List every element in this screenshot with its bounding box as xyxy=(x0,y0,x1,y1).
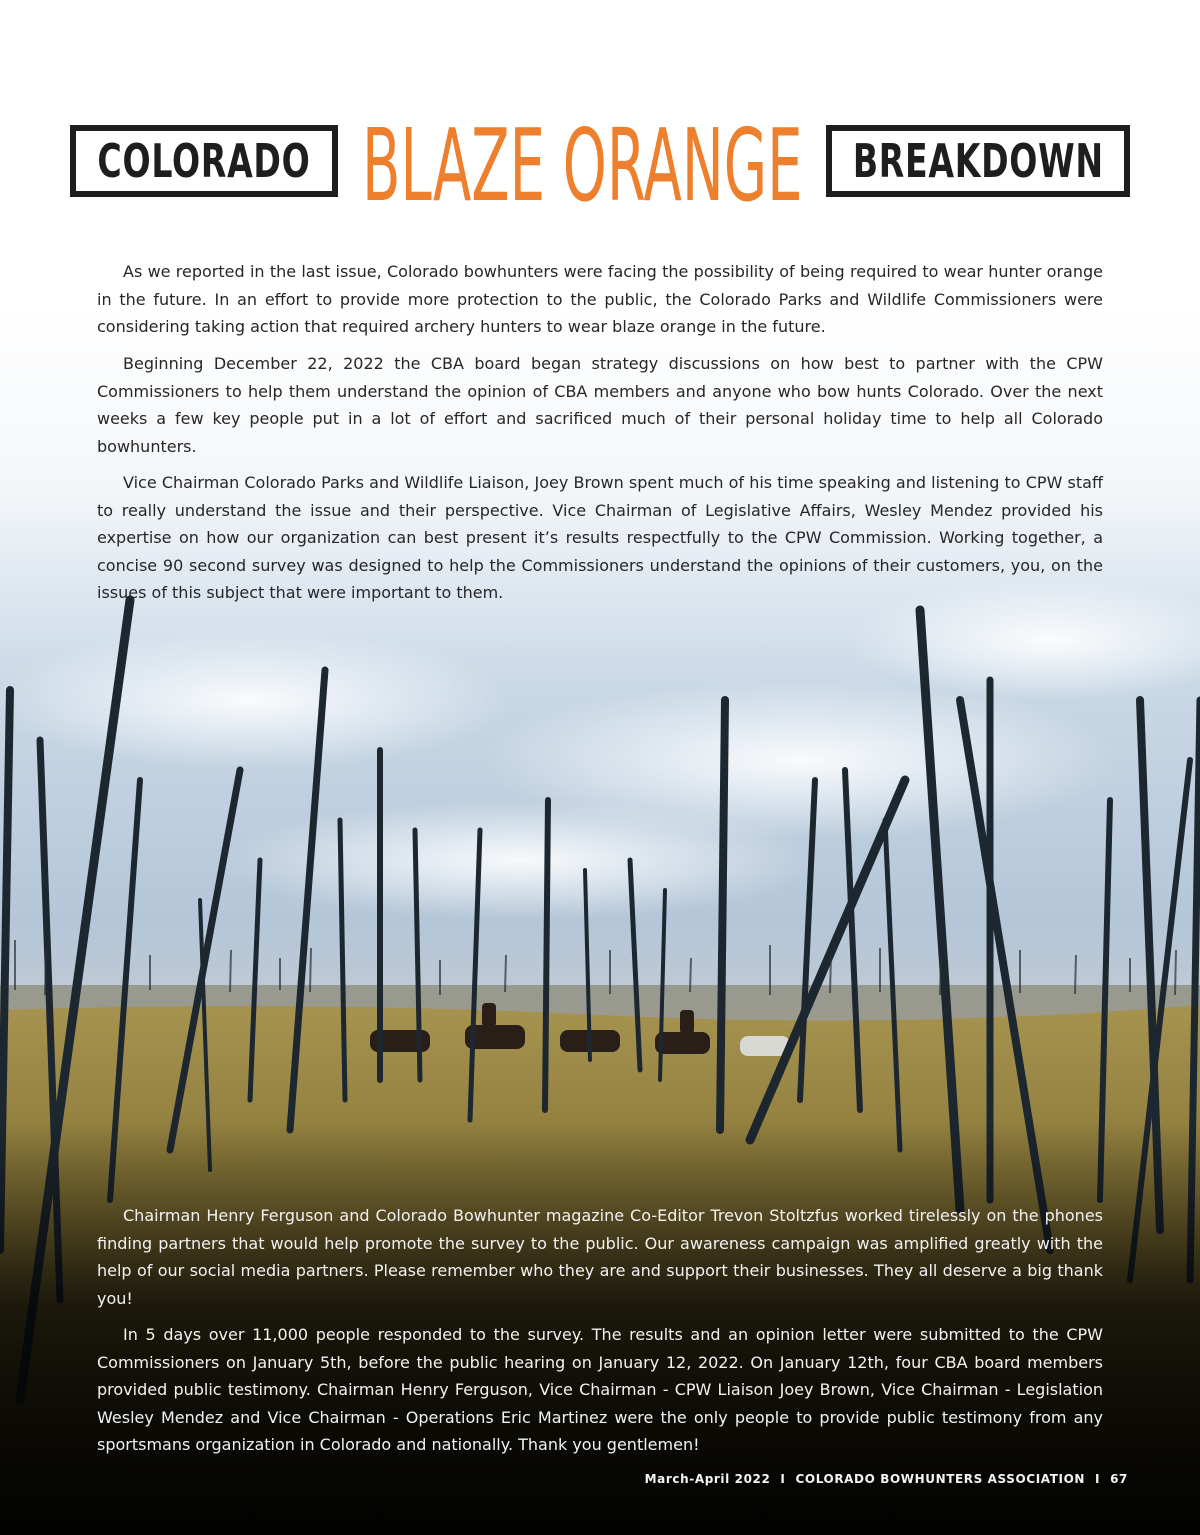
title-left-word: COLORADO xyxy=(97,134,311,188)
title-left-box xyxy=(70,125,338,197)
paragraph-3: Vice Chairman Colorado Parks and Wildlife Liaison, Joey Brown spent much of his time speaking and listening to CPW staff to really understand the issue and their perspective. Vice Chairman of Legislative Affairs, Wesley Mendez provided his expertise on how our organization can best present it’s results respectfully to the CPW Commission. Working together, a concise 90 second survey was designed to help the Commissioners understand the opinions of their customers, you, on the issues of this subject that were important to them. xyxy=(97,473,1103,602)
footer-issue: March-April 2022 xyxy=(644,1472,771,1486)
title-middle-words: BLAZE ORANGE xyxy=(361,110,803,220)
footer-separator: I xyxy=(780,1472,786,1486)
paragraph-5: In 5 days over 11,000 people responded to the survey. The results and an opinion letter were submitted to the CPW Commissioners on January 5th, before the public hearing on January 12, 2022. On January 12th, four CBA board members provided public testimony. Chairman Henry Ferguson, Vice Chairman - CPW Liaison Joey Brown, Vice Chairman - Legislation Wesley Mendez and Vice Chairman - Operations Eric Martinez were the only people to provide public testimony from any sportsmans organization in Colorado and nationally. Thank you gentlemen! xyxy=(97,1325,1103,1454)
title-right-box xyxy=(826,125,1130,197)
footer-publication: COLORADO BOWHUNTERS ASSOCIATION xyxy=(795,1472,1086,1486)
title-middle xyxy=(340,110,824,220)
page-footer xyxy=(645,1472,1128,1486)
paragraph-1: As we reported in the last issue, Colorado bowhunters were facing the possibility of being required to wear hunter orange in the future. In an effort to provide more protection to the public, the Colorado Parks and Wildlife Commissioners were considering taking action that required archery hunters to wear blaze orange in the future. xyxy=(97,262,1103,336)
footer-separator-2: I xyxy=(1095,1472,1101,1486)
paragraph-4: Chairman Henry Ferguson and Colorado Bowhunter magazine Co-Editor Trevon Stoltzfus worked tirelessly on the phones finding partners that would help promote the survey to the public. Our awareness campaign was amplified greatly with the help of our social media partners. Please remember who they are and support their businesses. They all deserve a big thank you! xyxy=(97,1206,1103,1308)
article-title xyxy=(70,110,1130,220)
page-number: 67 xyxy=(1110,1472,1128,1486)
title-right-word: BREAKDOWN xyxy=(852,134,1104,188)
paragraph-2: Beginning December 22, 2022 the CBA board began strategy discussions on how best to partner with the CPW Commissioners to help them understand the opinion of CBA members and anyone who bow hunts Colorado. Over the next weeks a few key people put in a lot of effort and sacrificed much of their personal holiday time to help all Colorado bowhunters. xyxy=(97,354,1103,456)
